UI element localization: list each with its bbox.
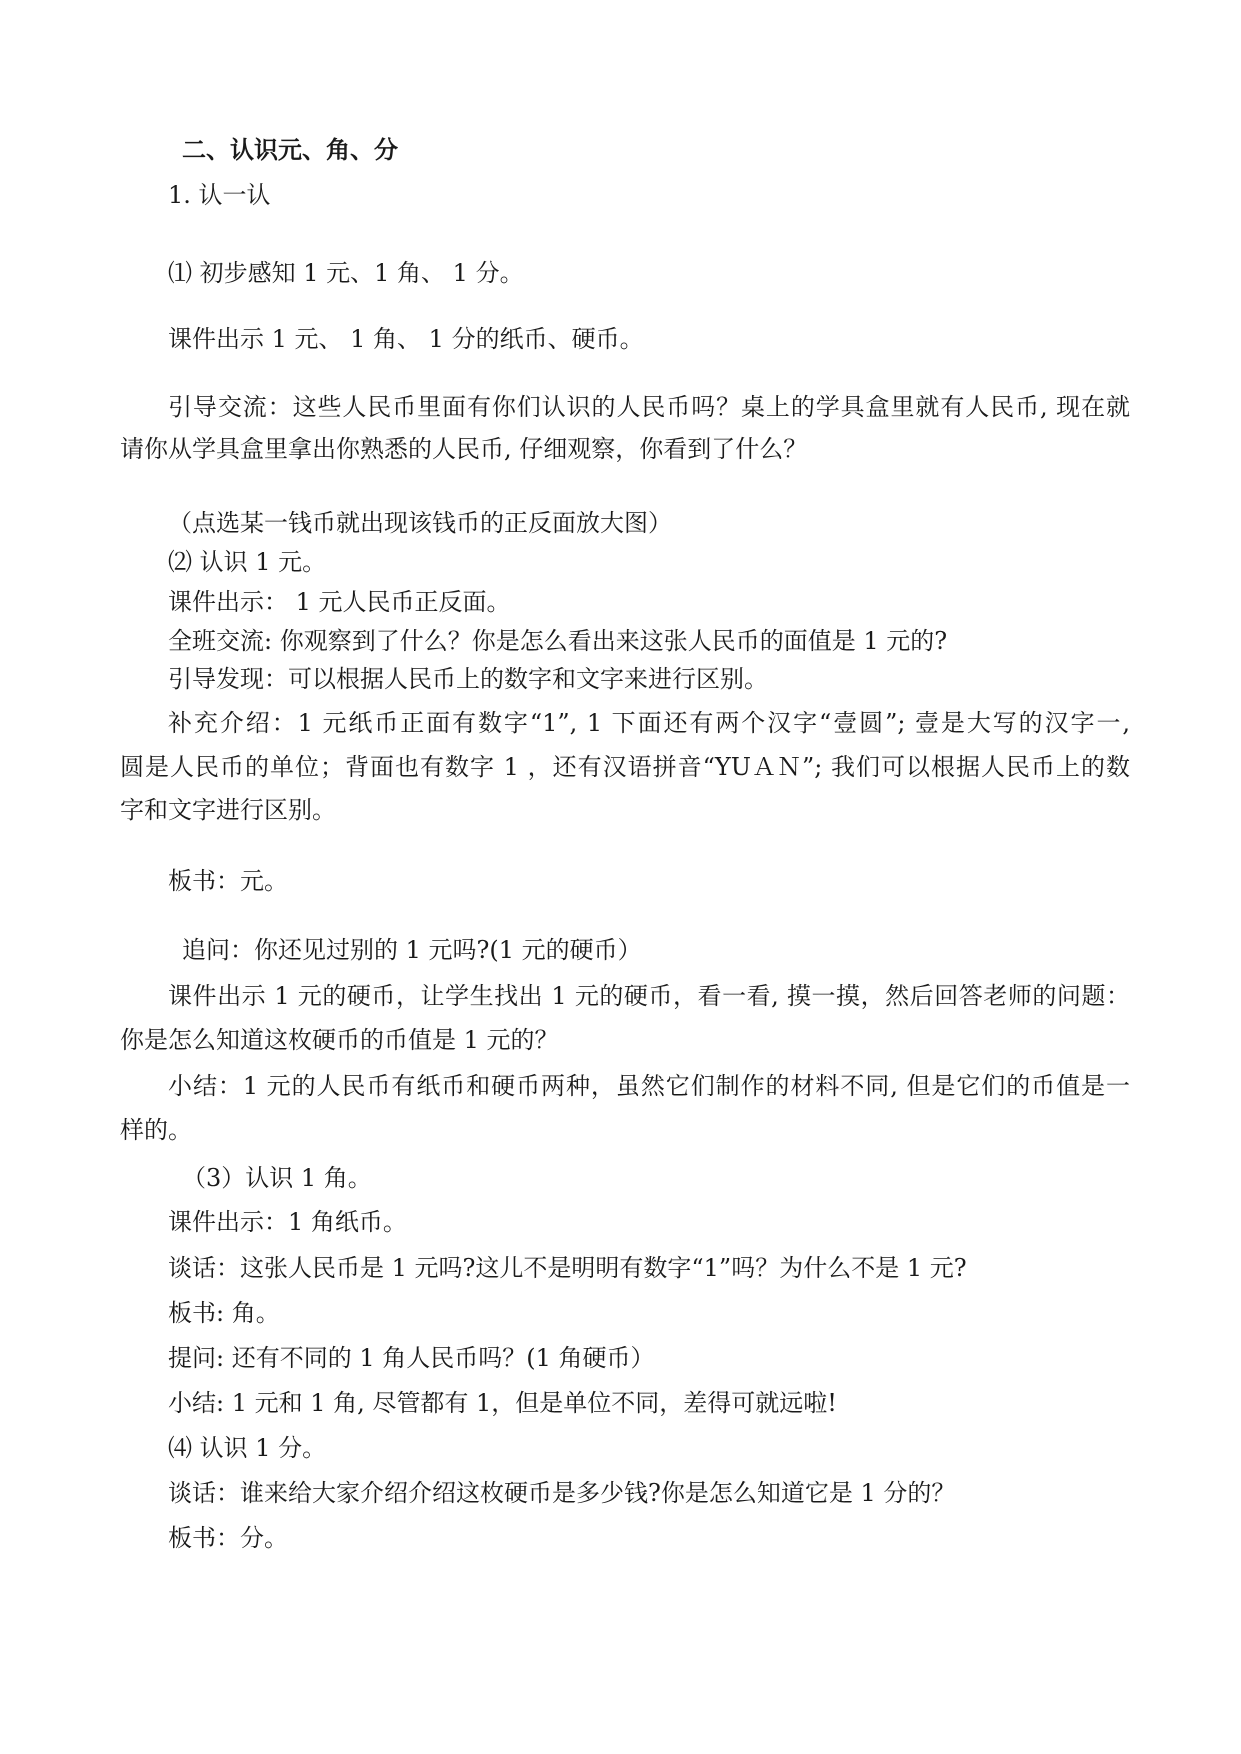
paragraph-line: 小结：1 元的人民币有纸币和硬币两种，虽然它们制作的材料不同, 但是它们的币值是一 <box>168 1072 1130 1100</box>
paragraph-line: 样的。 <box>120 1116 192 1144</box>
paragraph-line: 课件出示 1 元、 1 角、 1 分的纸币、硬币。 <box>168 325 644 353</box>
paragraph-line: 谈话：谁来给大家介绍介绍这枚硬币是多少钱?你是怎么知道它是 1 分的？ <box>168 1479 956 1507</box>
paragraph-line: ⑴ 初步感知 1 元、1 角、 1 分。 <box>168 259 524 287</box>
paragraph-line: 字和文字进行区别。 <box>120 796 336 824</box>
paragraph-line: 全班交流: 你观察到了什么？你是怎么看出来这张人民币的面值是 1 元的? <box>168 627 948 655</box>
paragraph-line: 课件出示 1 元的硬币，让学生找出 1 元的硬币，看一看, 摸一摸，然后回答老师的问题： <box>168 982 1130 1010</box>
paragraph-line: 谈话：这张人民币是 1 元吗?这儿不是明明有数字“1”吗？为什么不是 1 元? <box>168 1254 967 1282</box>
paragraph-line: 引导交流：这些人民币里面有你们认识的人民币吗？桌上的学具盒里就有人民币, 现在就 <box>168 393 1130 421</box>
paragraph-line: 课件出示： 1 元人民币正反面。 <box>168 588 511 616</box>
paragraph-line: 圆是人民币的单位；背面也有数字 1 ，还有汉语拼音“YUＡＮ”; 我们可以根据人民币上的数 <box>120 753 1130 781</box>
paragraph-line: 补充介绍：1 元纸币正面有数字“1”, 1 下面还有两个汉字“壹圆”; 壹是大写的汉字一, <box>168 709 1130 737</box>
paragraph-line: 板书：分。 <box>168 1524 288 1552</box>
section-heading: 二、认识元、角、分 <box>182 136 398 164</box>
paragraph-line: ⑵ 认识 1 元。 <box>168 548 327 576</box>
sub-heading: 1. 认一认 <box>168 181 271 209</box>
paragraph-line: 请你从学具盒里拿出你熟悉的人民币, 仔细观察，你看到了什么？ <box>120 435 808 463</box>
paragraph-line: 小结: 1 元和 1 角, 尽管都有 1，但是单位不同，差得可就远啦! <box>168 1389 837 1417</box>
paragraph-line: 追问：你还见过别的 1 元吗?(1 元的硬币） <box>182 936 642 964</box>
paragraph-line: 你是怎么知道这枚硬币的币值是 1 元的？ <box>120 1026 559 1054</box>
paragraph-line: 板书: 角。 <box>168 1299 280 1327</box>
paragraph-line: ⑷ 认识 1 分。 <box>168 1434 327 1462</box>
paragraph-line: （点选某一钱币就出现该钱币的正反面放大图） <box>168 509 672 537</box>
paragraph-line: 课件出示：1 角纸币。 <box>168 1208 407 1236</box>
paragraph-line: 板书：元。 <box>168 867 288 895</box>
paragraph-line: 引导发现：可以根据人民币上的数字和文字来进行区别。 <box>168 665 768 693</box>
paragraph-line: （3）认识 1 角。 <box>182 1164 372 1192</box>
paragraph-line: 提问: 还有不同的 1 角人民币吗？(1 角硬币） <box>168 1344 655 1372</box>
